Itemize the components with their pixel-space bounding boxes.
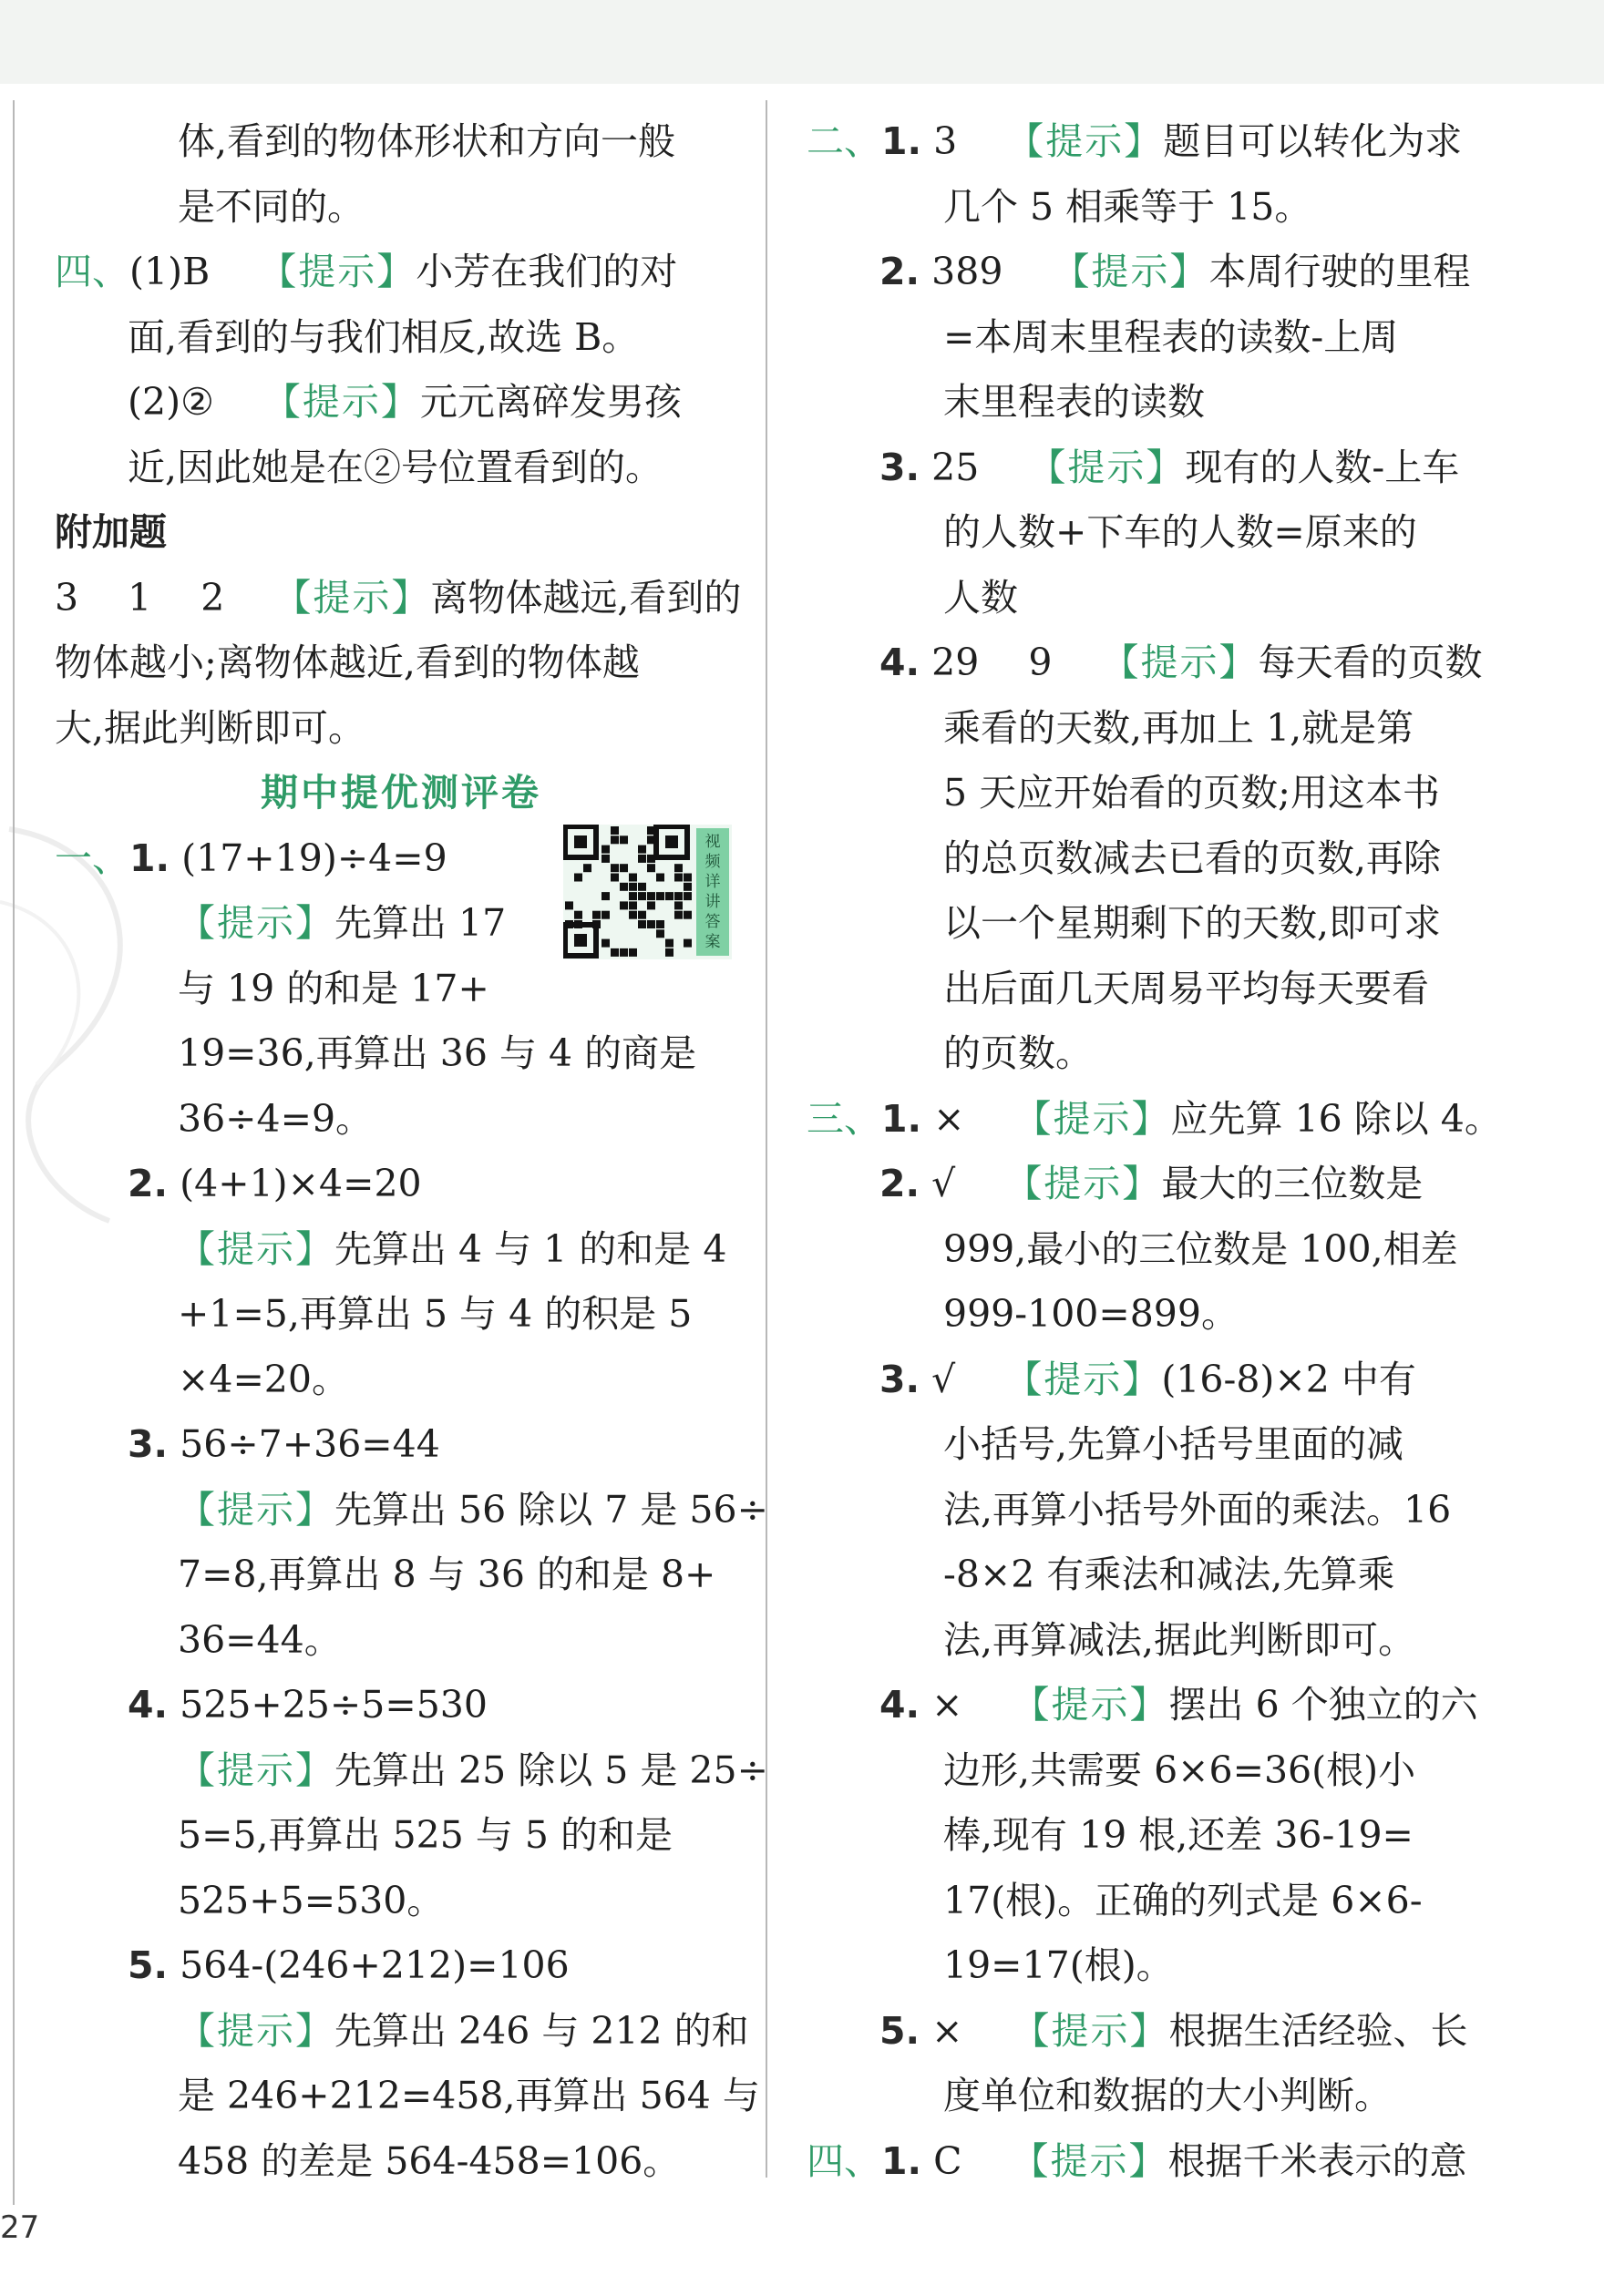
qr-module — [638, 883, 646, 891]
text-line — [55, 1608, 747, 1674]
text-line — [55, 1478, 768, 1543]
item-number: 4. — [128, 1683, 169, 1727]
hint-label: 【提示】 — [1028, 445, 1186, 489]
text-line — [807, 2064, 1499, 2129]
text-line — [807, 1543, 1499, 1608]
qr-module — [674, 901, 683, 909]
qr-module — [602, 939, 610, 948]
line-text: 法,再算减法,据此判断即可。 — [943, 1617, 1416, 1662]
line-text: 题目可以转化为求 — [1163, 119, 1463, 163]
hint-label: 【提示】 — [1004, 1357, 1162, 1401]
line-text: +1=5,再算出 5 与 4 的积是 5 — [178, 1292, 693, 1336]
item-number: 5. — [128, 1943, 169, 1987]
line-text: 大,据此判断即可。 — [55, 705, 366, 750]
line-text: 25 — [920, 445, 1029, 489]
item-number: 1. — [881, 2138, 922, 2183]
text-line — [55, 696, 747, 762]
line-text: 应先算 16 除以 4。 — [1170, 1096, 1502, 1141]
hint-label: 【提示】 — [1004, 1162, 1162, 1205]
line-text: 的人数+下车的人数=原来的 — [943, 510, 1417, 554]
hint-label: 【提示】 — [178, 1748, 334, 1792]
text-line — [55, 500, 747, 566]
line-text: (2)② — [128, 380, 263, 424]
text-line — [55, 1021, 747, 1087]
qr-module — [684, 874, 692, 882]
column-divider — [766, 100, 767, 2178]
qr-module — [620, 864, 628, 872]
line-text: 5=5,再算出 525 与 5 的和是 — [178, 1813, 673, 1857]
qr-module — [684, 892, 692, 900]
text-line — [55, 1348, 747, 1413]
hint-label: 【提示】 — [1013, 1096, 1171, 1141]
text-line — [807, 630, 1499, 696]
qr-module — [647, 892, 655, 900]
text-line — [807, 436, 1499, 501]
qr-module — [629, 883, 637, 891]
line-text: 36=44。 — [178, 1617, 342, 1662]
line-text: 36÷4=9。 — [178, 1096, 374, 1141]
text-line — [807, 1869, 1499, 1934]
heading: 附加题 — [55, 510, 167, 554]
qr-module — [684, 939, 692, 948]
line-text: 度单位和数据的大小判断。 — [943, 2074, 1392, 2117]
text-line — [55, 566, 747, 631]
line-text: 出后面几天周易平均每天要看 — [943, 966, 1429, 1010]
qr-module — [629, 911, 637, 919]
line-text: 19=36,再算出 36 与 4 的商是 — [178, 1031, 697, 1075]
text-line — [55, 175, 747, 241]
qr-module — [629, 901, 637, 909]
line-text: 7=8,再算出 8 与 36 的和是 8+ — [178, 1553, 716, 1596]
line-text: 物体越小;离物体越近,看到的物体越 — [55, 641, 640, 684]
line-text: 先算出 25 除以 5 是 25÷ — [334, 1748, 768, 1792]
qr-module — [647, 864, 655, 872]
qr-module — [611, 948, 619, 957]
line-text: 389 — [920, 250, 1053, 293]
text-line — [807, 1152, 1499, 1217]
line-text: 法,再算小括号外面的乘法。16 — [943, 1487, 1452, 1532]
qr-module — [602, 892, 610, 900]
line-text: 是 246+212=458,再算出 564 与 — [178, 2074, 760, 2117]
qr-module — [656, 892, 664, 900]
line-text: 999-100=899。 — [943, 1292, 1239, 1336]
text-line — [807, 305, 1499, 371]
text-line — [55, 1738, 768, 1804]
text-line — [55, 1543, 747, 1608]
text-line — [55, 2064, 760, 2129]
line-text: 先算出 246 与 212 的和 — [334, 2008, 749, 2053]
section-number: 四、 — [807, 2138, 881, 2183]
text-line — [55, 1282, 747, 1348]
line-text: 小括号,先算小括号里面的减 — [943, 1422, 1404, 1466]
text-line — [807, 566, 1499, 631]
hint-label: 【提示】 — [178, 1487, 334, 1532]
line-text: 最大的三位数是 — [1161, 1162, 1424, 1205]
hint-label: 【提示】 — [1012, 2008, 1169, 2053]
qr-module — [611, 874, 619, 882]
line-text: 先算出 17 — [334, 901, 507, 945]
line-text: 离物体越远,看到的 — [430, 575, 742, 620]
hint-label: 【提示】 — [1052, 250, 1209, 293]
line-text: 19=17(根)。 — [943, 1943, 1174, 1987]
item-number: 2. — [879, 250, 920, 293]
qr-module — [602, 846, 610, 854]
text-line — [807, 826, 1499, 892]
hint-label: 【提示】 — [178, 1226, 334, 1271]
right-column — [807, 109, 1502, 2194]
text-line — [55, 1999, 747, 2065]
qr-module — [665, 939, 673, 948]
text-line — [807, 1803, 1499, 1869]
hint-label: 【提示】 — [259, 250, 416, 293]
line-text: (16-8)×2 中有 — [1161, 1357, 1416, 1401]
text-line — [55, 1412, 747, 1478]
text-line — [55, 630, 747, 696]
text-line — [807, 1478, 1499, 1543]
line-text: 564-(246+212)=106 — [168, 1943, 570, 1987]
qr-module — [684, 911, 692, 919]
qr-module — [629, 948, 637, 957]
text-line — [807, 761, 1499, 826]
line-text: 56÷7+36=44 — [168, 1422, 440, 1466]
text-line — [807, 1021, 1499, 1087]
hint-label: 【提示】 — [178, 2008, 334, 2053]
line-text: 999,最小的三位数是 100,相差 — [943, 1226, 1458, 1271]
item-number: 3. — [879, 1357, 920, 1401]
page-number: 27 — [0, 2209, 40, 2246]
qr-module — [583, 864, 591, 872]
text-line — [807, 240, 1499, 305]
text-line — [55, 436, 747, 501]
text-line — [55, 1673, 747, 1738]
text-line — [807, 1738, 1499, 1804]
text-line — [55, 1087, 747, 1153]
left-margin-line — [13, 100, 15, 2205]
line-text: 几个 5 相乘等于 15。 — [943, 184, 1312, 229]
line-text: √ — [920, 1162, 1005, 1205]
text-line — [55, 1933, 747, 1999]
text-line — [807, 175, 1499, 241]
hint-label: 【提示】 — [178, 901, 334, 945]
text-line — [55, 305, 747, 371]
section-number: 二、 — [807, 119, 881, 163]
qr-module — [602, 911, 610, 919]
item-number: 1. — [129, 835, 170, 880]
qr-module — [638, 846, 646, 854]
hint-label: 【提示】 — [1006, 119, 1164, 163]
line-text: × — [921, 1096, 1014, 1141]
qr-module — [629, 874, 637, 882]
text-line — [807, 1087, 1502, 1153]
hint-label: 【提示】 — [273, 575, 431, 620]
text-line — [807, 1348, 1499, 1413]
line-text: 是不同的。 — [178, 184, 365, 229]
line-text: ×4=20。 — [178, 1357, 349, 1401]
top-band — [0, 0, 1604, 84]
line-text: (17+19)÷4=9 — [170, 835, 447, 880]
item-number: 3. — [879, 445, 920, 489]
line-text: 与 19 的和是 17+ — [178, 966, 489, 1010]
text-line — [807, 370, 1499, 436]
line-text: 末里程表的读数 — [943, 380, 1205, 424]
item-number: 2. — [128, 1162, 169, 1205]
text-line — [807, 500, 1499, 566]
item-number: 1. — [881, 119, 922, 163]
text-line — [807, 1282, 1499, 1348]
text-line — [807, 1608, 1499, 1674]
text-line — [55, 1152, 747, 1217]
line-text: × — [920, 1683, 1013, 1727]
line-text: 摆出 6 个独立的六 — [1168, 1683, 1478, 1727]
qr-module — [638, 911, 646, 919]
line-text: √ — [920, 1357, 1005, 1401]
qr-module — [656, 920, 664, 928]
qr-module — [620, 948, 628, 957]
qr-module — [638, 920, 646, 928]
hint-label: 【提示】 — [262, 380, 420, 424]
line-text: 以一个星期剩下的天数,即可求 — [943, 901, 1442, 945]
item-number: 2. — [879, 1162, 920, 1205]
line-text: (1)B — [129, 250, 260, 293]
text-line — [807, 696, 1499, 762]
line-text: 17(根)。正确的列式是 6×6- — [943, 1878, 1423, 1922]
qr-module — [674, 892, 683, 900]
text-line — [55, 370, 747, 436]
line-text: 现有的人数-上车 — [1185, 445, 1460, 489]
qr-module — [611, 864, 619, 872]
hint-label: 【提示】 — [1101, 641, 1259, 684]
item-number: 3. — [128, 1422, 169, 1466]
qr-module — [574, 874, 582, 882]
section-number: 三、 — [807, 1096, 881, 1141]
line-text: =本周末里程表的读数-上周 — [943, 314, 1399, 359]
text-line — [807, 1999, 1499, 2065]
text-line — [55, 109, 747, 175]
line-text: 5 天应开始看的页数;用这本书 — [943, 771, 1440, 815]
hint-label: 【提示】 — [1011, 2138, 1168, 2183]
qr-module — [647, 901, 655, 909]
qr-module — [674, 911, 683, 919]
line-text: 的总页数减去已看的页数,再除 — [943, 835, 1442, 880]
qr-module — [665, 948, 673, 957]
line-text: -8×2 有乘法和减法,先算乘 — [943, 1553, 1395, 1596]
section-number: 一、 — [55, 835, 129, 880]
line-text: C — [921, 2138, 1012, 2183]
text-line — [807, 1673, 1499, 1738]
line-text: (4+1)×4=20 — [168, 1162, 422, 1205]
line-text: 先算出 56 除以 7 是 56÷ — [334, 1487, 768, 1532]
text-line — [807, 1933, 1499, 1999]
qr-module — [592, 911, 601, 919]
text-line — [807, 109, 1499, 175]
qr-module — [565, 901, 573, 909]
text-line — [807, 2129, 1499, 2195]
text-line — [55, 1217, 747, 1283]
text-line — [807, 957, 1499, 1022]
line-text: 525+5=530。 — [178, 1878, 445, 1922]
text-line — [807, 1217, 1499, 1283]
qr-module — [611, 835, 619, 844]
left-column — [55, 109, 768, 2194]
hint-label: 【提示】 — [1012, 1683, 1169, 1727]
qr-module — [620, 883, 628, 891]
line-text: 458 的差是 564-458=106。 — [178, 2138, 681, 2183]
text-line — [55, 1803, 747, 1869]
line-text: 3 — [921, 119, 1007, 163]
line-text: 525+25÷5=530 — [168, 1683, 488, 1727]
line-text: 3 1 2 — [55, 575, 274, 620]
qr-module — [638, 855, 646, 863]
line-text: 体,看到的物体形状和方向一般 — [178, 119, 676, 163]
qr-module — [574, 911, 582, 919]
line-text: 本周行驶的里程 — [1208, 250, 1471, 293]
qr-module — [629, 892, 637, 900]
text-line — [55, 240, 747, 305]
line-text: 近,因此她是在②号位置看到的。 — [128, 445, 663, 489]
line-text: 面,看到的与我们相反,故选 B。 — [128, 314, 640, 359]
qr-caption: 视频详讲答案 — [704, 833, 721, 950]
text-line — [807, 1412, 1499, 1478]
qr-module — [647, 920, 655, 928]
qr-module — [620, 901, 628, 909]
item-number: 1. — [881, 1096, 922, 1141]
qr-module — [620, 835, 628, 844]
qr-module — [602, 855, 610, 863]
text-line — [55, 957, 747, 1022]
qr-module — [684, 883, 692, 891]
qr-module — [674, 874, 683, 882]
text-line — [807, 891, 1499, 957]
line-text: 根据千米表示的意 — [1167, 2138, 1467, 2183]
qr-module — [656, 874, 664, 882]
line-text: × — [920, 2008, 1013, 2053]
line-text: 每天看的页数 — [1258, 641, 1483, 684]
qr-module — [656, 929, 664, 938]
text-line — [55, 2129, 747, 2195]
text-line — [55, 1869, 747, 1934]
item-number: 4. — [879, 1683, 920, 1727]
qr-code[interactable] — [563, 825, 732, 959]
line-text: 人数 — [943, 575, 1018, 620]
qr-module — [638, 892, 646, 900]
line-text: 棒,现有 19 根,还差 36-19= — [943, 1813, 1414, 1857]
line-text: 边形,共需要 6×6=36(根)小 — [943, 1748, 1416, 1792]
line-text: 的页数。 — [943, 1031, 1093, 1075]
line-text: 根据生活经验、长 — [1168, 2008, 1468, 2053]
item-number: 4. — [879, 641, 920, 684]
line-text: 乘看的天数,再加上 1,就是第 — [943, 705, 1414, 750]
line-text: 先算出 4 与 1 的和是 4 — [334, 1226, 727, 1271]
qr-module — [611, 826, 619, 835]
section-number: 四、 — [55, 250, 129, 293]
line-text: 小芳在我们的对 — [416, 250, 678, 293]
qr-module — [674, 864, 683, 872]
line-text: 元元离碎发男孩 — [419, 380, 682, 424]
item-number: 5. — [879, 2008, 920, 2053]
qr-module — [665, 892, 673, 900]
line-text: 29 9 — [920, 641, 1102, 684]
section-title: 期中提优测评卷 — [261, 771, 541, 815]
